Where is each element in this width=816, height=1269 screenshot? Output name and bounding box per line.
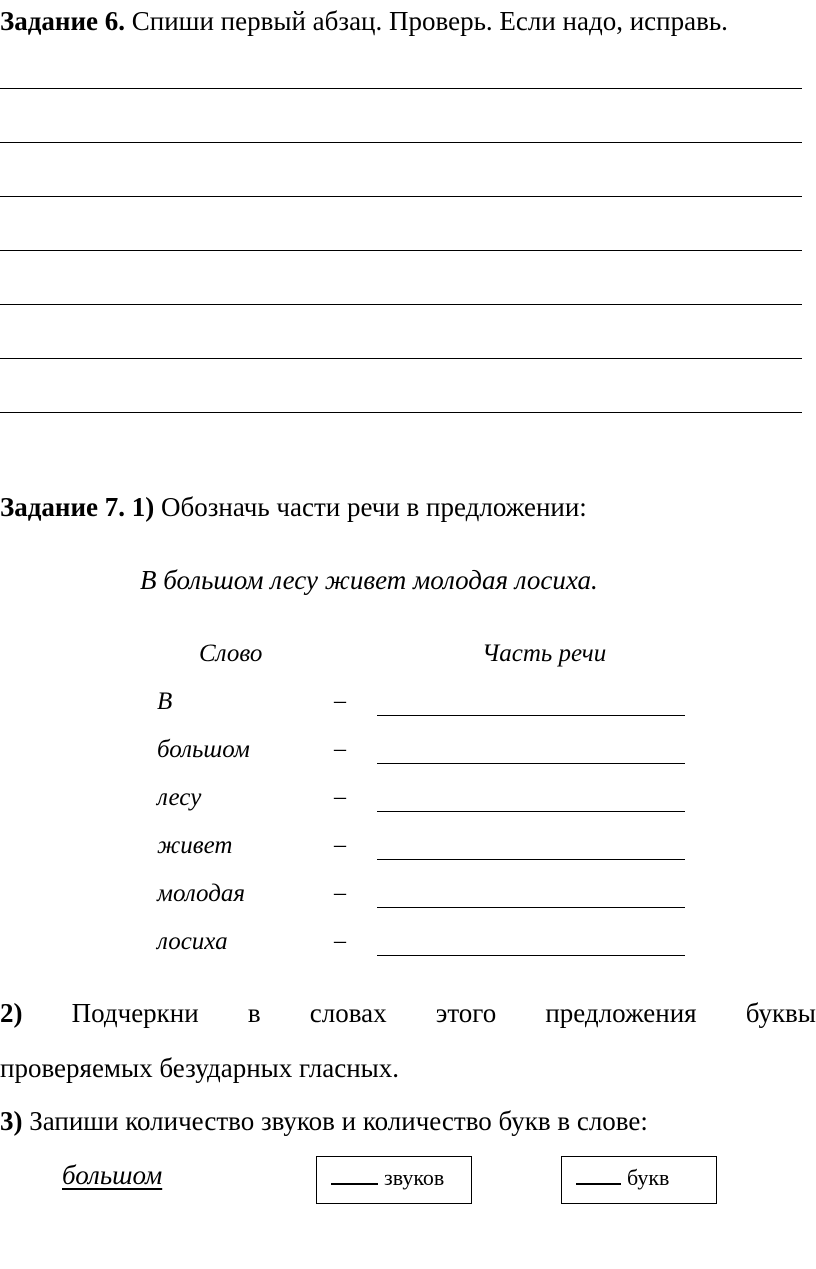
part2-word: в (247, 998, 261, 1028)
table-row-dash: – (334, 736, 346, 762)
letters-label: букв (627, 1165, 670, 1190)
answer-line[interactable] (377, 907, 685, 908)
table-row-dash: – (334, 784, 346, 810)
table-row-dash: – (334, 928, 346, 954)
writing-line[interactable] (0, 88, 802, 89)
table-row-word: лосиха (157, 928, 228, 955)
writing-line[interactable] (0, 250, 802, 251)
task7-part3-number: 3) (0, 1106, 23, 1136)
task7-part3-instruction: Запиши количество звуков и количество букв в слове: (29, 1106, 648, 1136)
table-row-word: большом (157, 736, 250, 763)
part2-word: Подчеркни (71, 998, 199, 1028)
table-row-word: лесу (157, 784, 202, 811)
sounds-count-blank[interactable] (331, 1165, 378, 1185)
table-row-word: живет (157, 832, 233, 859)
writing-line[interactable] (0, 358, 802, 359)
column-header-word: Слово (199, 640, 263, 667)
table-row-word: молодая (157, 880, 245, 907)
task7-part2-number: 2) (0, 998, 23, 1028)
answer-line[interactable] (377, 715, 685, 716)
answer-line[interactable] (377, 859, 685, 860)
table-row-word: В (157, 688, 173, 715)
column-header-part-of-speech: Часть речи (482, 640, 607, 667)
task7-part2-line2: проверяемых безударных гласных. (0, 1053, 400, 1083)
task7-part1-instruction: Обозначь части речи в предложении: (161, 492, 587, 522)
task7-label: Задание 7. (0, 492, 126, 522)
sounds-count-box[interactable] (316, 1156, 472, 1204)
example-sentence: В большом лесу живет молодая лосиха. (140, 565, 598, 595)
letters-count-box[interactable] (561, 1156, 717, 1204)
task6-heading (0, 6, 728, 37)
task6-label: Задание 6. (0, 6, 126, 36)
answer-line[interactable] (377, 955, 685, 956)
writing-line[interactable] (0, 304, 802, 305)
target-word: большом (62, 1160, 163, 1190)
writing-line[interactable] (0, 196, 802, 197)
letters-count-blank[interactable] (576, 1165, 621, 1185)
table-row-dash: – (334, 832, 346, 858)
task6-instruction: Спиши первый абзац. Проверь. Если надо, исправь. (131, 6, 728, 36)
writing-line[interactable] (0, 412, 802, 413)
sounds-label: звуков (384, 1165, 445, 1190)
writing-line[interactable] (0, 142, 802, 143)
task7-part2-line1 (0, 998, 816, 1029)
answer-line[interactable] (377, 763, 685, 764)
table-row-dash: – (334, 688, 346, 714)
part2-word: словах (309, 998, 387, 1028)
part2-word: предложения (545, 998, 697, 1028)
table-row-dash: – (334, 880, 346, 906)
task7-part1-number: 1) (131, 492, 155, 522)
part2-word: буквы (745, 998, 816, 1028)
task7-part3-heading (0, 1106, 648, 1137)
answer-line[interactable] (377, 811, 685, 812)
task7-heading (0, 492, 587, 523)
part2-word: этого (435, 998, 497, 1028)
